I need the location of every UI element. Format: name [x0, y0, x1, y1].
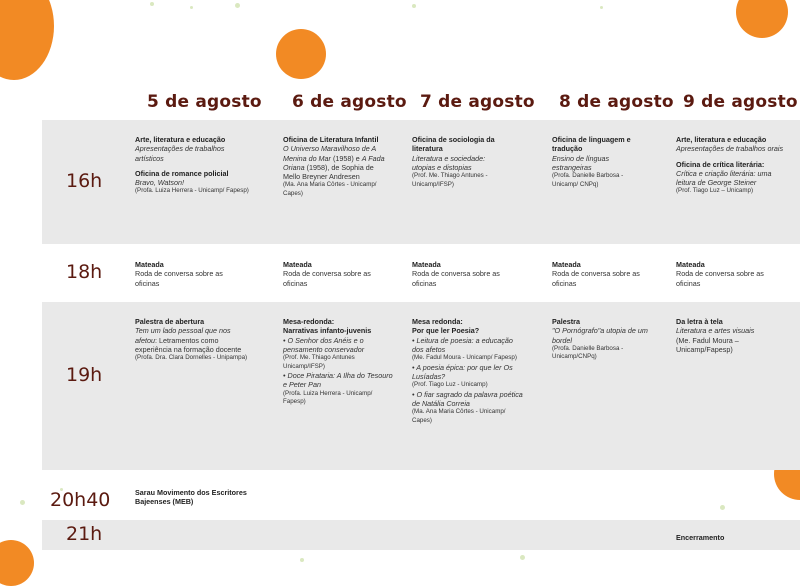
day-header-row [0, 92, 800, 114]
event-16h-8-agosto [552, 135, 646, 189]
paint-splatter [300, 558, 304, 562]
day-header-7: 7 de agosto [420, 92, 535, 112]
event-title: Mesa-redonda: [283, 317, 335, 326]
paint-splatter [412, 4, 416, 8]
event-credit: (Me. Fadul Moura - Unicamp/ Fapesp) [412, 354, 517, 362]
event-18h-5-agosto [135, 260, 247, 288]
paint-splatter [520, 555, 525, 560]
orange-circle-bottom-left [0, 540, 34, 586]
event-subtitle: Literatura e sociedade: utopias e distopias [412, 153, 486, 172]
paint-splatter [235, 3, 240, 8]
event-credit: (Prof. Me. Thiago Antunes - Unicamp/IFSP) [412, 172, 488, 188]
event-title: Sarau Movimento dos Escritores Bajeenses (MEB) [135, 488, 247, 507]
event-title: Oficina de linguagem e tradução [552, 135, 631, 154]
event-subtitle: Roda de conversa sobre as oficinas [412, 269, 500, 288]
event-subtitle: Roda de conversa sobre as oficinas [552, 269, 640, 288]
orange-circle-top-center [276, 29, 326, 79]
time-label-21h: 21h [66, 523, 103, 545]
time-label-19h: 19h [66, 364, 103, 386]
day-header-8: 8 de agosto [559, 92, 674, 112]
day-header-5: 5 de agosto [147, 92, 262, 112]
event-20h40-5-agosto [135, 488, 257, 507]
event-subtitle: Bravo, Watson! [135, 178, 185, 188]
event-credit: (Prof. Me. Thiago Antunes Unicamp/IFSP) [283, 354, 355, 370]
event-title: Arte, literatura e educação [135, 135, 226, 144]
event-credit: (Prof. Tiago Luz - Unicamp) [412, 381, 488, 389]
orange-circle-top-right [736, 0, 788, 38]
event-18h-7-agosto [412, 260, 524, 288]
paint-splatter [20, 500, 25, 505]
event-title: Mateada [552, 260, 581, 269]
event-16h-7-agosto [412, 135, 510, 189]
event-subtitle: Roda de conversa sobre as oficinas [283, 269, 371, 288]
event-title: Mateada [412, 260, 441, 269]
paint-splatter [150, 2, 154, 6]
event-item: • O fiar sagrado da palavra poética de Natália Correia [412, 389, 523, 408]
event-item: • O Senhor dos Anéis e o pensamento conservador [283, 335, 365, 354]
event-title: Da letra à tela [676, 317, 723, 326]
event-16h-5-agosto [135, 135, 253, 196]
paint-splatter [190, 6, 193, 9]
event-title: Encerramento [676, 533, 725, 542]
event-21h-9-agosto [676, 533, 776, 542]
event-title: Palestra de abertura [135, 317, 205, 326]
event-19h-9-agosto [676, 317, 776, 354]
event-title: Mateada [283, 260, 312, 269]
time-label-16h: 16h [66, 170, 103, 192]
event-title: Oficina de Literatura Infantil [283, 135, 379, 144]
event-subtitle: Crítica e criação literária: uma leitura de George Steiner [676, 168, 772, 188]
orange-circle-top-left [0, 0, 54, 80]
day-header-6: 6 de agosto [292, 92, 407, 112]
event-title: Oficina de sociologia da literatura [412, 135, 495, 154]
event-credit: (Profa. Danielle Barbosa - Unicamp/CNPq) [552, 344, 624, 361]
event-item: • A poesia épica: por que ler Os Lusíadas? [412, 362, 513, 381]
event-19h-8-agosto [552, 317, 652, 362]
event-credit: (Prof. Tiago Luz – Unicamp) [676, 187, 754, 195]
event-subtitle: "O Pornógrafo"a utopia de um bordel [552, 326, 648, 345]
event-16h-6-agosto [283, 135, 387, 198]
event-subtitle: Roda de conversa sobre as oficinas [135, 269, 223, 288]
event-18h-6-agosto [283, 260, 395, 288]
event-title: Mesa redonda: [412, 317, 463, 326]
event-title: Mateada [676, 260, 705, 269]
event-18h-9-agosto [676, 260, 788, 288]
event-19h-6-agosto [283, 317, 395, 406]
event-credit: (Profa. Danielle Barbosa - Unicamp/ CNPq) [552, 172, 624, 188]
event-subtitle: Tem um lado pessoal que nos afetou: Letramentos como experiência na formação docente [135, 326, 242, 354]
event-subtitle: Ensino de línguas estrangeiras [552, 153, 610, 172]
event-19h-5-agosto [135, 317, 249, 363]
event-19h-7-agosto [412, 317, 524, 425]
event-18h-8-agosto [552, 260, 664, 288]
event-credit: (Me. Fadul Moura – Unicamp/Fapesp) [676, 335, 739, 354]
paint-splatter [600, 6, 603, 9]
event-item: • Doce Pirataria: A Ilha do Tesouro e Peter Pan [283, 371, 393, 390]
event-16h-9-agosto [676, 135, 786, 196]
event-credit: (Profa. Luiza Herrera - Unicamp/ Fapesp) [283, 389, 373, 405]
event-title: Palestra [552, 317, 580, 326]
event-title: Oficina de crítica literária: [676, 159, 765, 169]
event-subtitle: Apresentações de trabalhos orais [676, 144, 784, 154]
event-subtitle: Literatura e artes visuais [676, 326, 755, 336]
time-label-18h: 18h [66, 261, 103, 283]
event-title: Mateada [135, 260, 164, 269]
day-header-9: 9 de agosto [683, 92, 798, 112]
event-credit: (Profa. Luiza Herrera - Unicamp/ Fapesp) [135, 187, 249, 195]
event-title: Arte, literatura e educação [676, 135, 767, 144]
paint-splatter [720, 505, 725, 510]
event-item: • Leitura de poesia: a educação dos afetos [412, 335, 513, 354]
event-title: Oficina de romance policial [135, 168, 229, 178]
event-credit: (Ma. Ana Maria Côrtes - Unicamp/ Capes) [283, 181, 377, 197]
event-credit: (Ma. Ana Maria Côrtes - Unicamp/ Capes) [412, 408, 506, 424]
event-subtitle: Roda de conversa sobre as oficinas [676, 269, 764, 288]
event-description: O Universo Maravilhoso de A Menina do Mar (1958) e A Fada Oriana (1958), de Sophia de Mello Breyner Andresen [283, 144, 385, 182]
event-title: Narrativas infanto-juvenis [283, 326, 372, 336]
time-label-20h40: 20h40 [50, 489, 111, 511]
event-subtitle: Apresentações de trabalhos artísticos [135, 144, 225, 163]
event-title: Por que ler Poesia? [412, 326, 480, 336]
event-credit: (Profa. Dra. Clara Dornelles - Unipampa) [135, 354, 248, 362]
